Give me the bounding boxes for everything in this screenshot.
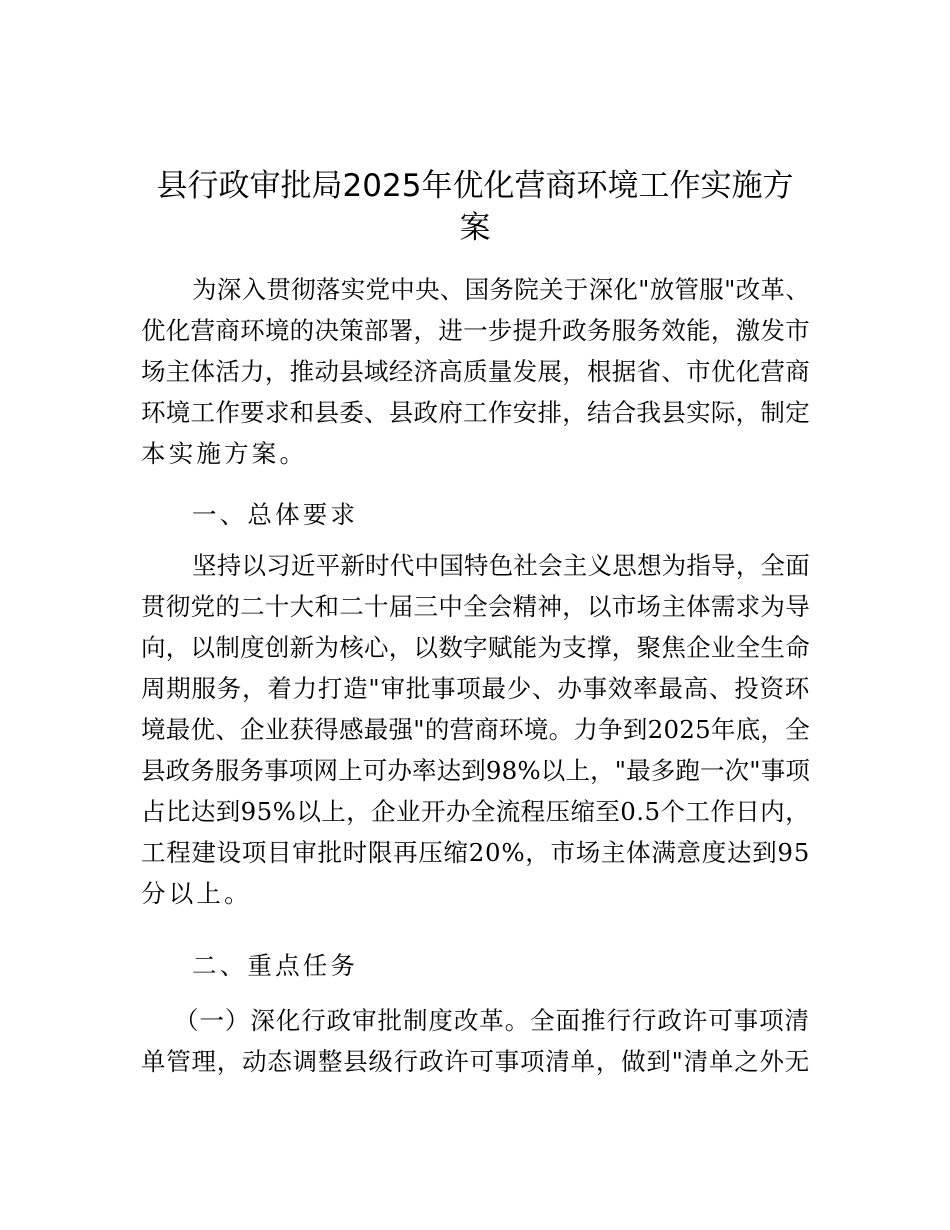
intro-line: 优化营商环境的决策部署，进一步提升政务服务效能，激发市 (141, 316, 810, 345)
intro-line: 为深入贯彻落实党中央、国务院关于深化"放管服"改革、 (192, 275, 810, 304)
section-heading: 一、总体要求 (192, 500, 359, 529)
body-line: 境最优、企业获得感最强"的营商环境。力争到2025年底，全 (141, 715, 810, 744)
title-line-1: 县行政审批局2025年优化营商环境工作实施方 (156, 168, 794, 204)
section-heading: 二、重点任务 (192, 951, 359, 980)
body-line: 向，以制度创新为核心，以数字赋能为支撑，聚焦企业全生命 (141, 633, 810, 662)
body-line: 分以上。 (141, 879, 252, 908)
document-title (130, 165, 820, 249)
body-line: 贯彻党的二十大和二十届三中全会精神，以市场主体需求为导 (141, 592, 810, 621)
body-line: 单管理，动态调整县级行政许可事项清单，做到"清单之外无 (141, 1047, 810, 1076)
title-line-2: 案 (459, 210, 491, 246)
body-line: 坚持以习近平新时代中国特色社会主义思想为指导，全面 (192, 551, 810, 580)
body-line: 县政务服务事项网上可办率达到98%以上，"最多跑一次"事项 (141, 756, 810, 785)
body-line: 工程建设项目审批时限再压缩20%，市场主体满意度达到95 (141, 838, 810, 867)
body-line: 周期服务，着力打造"审批事项最少、办事效率最高、投资环 (141, 674, 810, 703)
intro-line: 本实施方案。 (141, 439, 308, 468)
body-line: 占比达到95%以上，企业开办全流程压缩至0.5个工作日内， (141, 797, 810, 826)
body-line: （一）深化行政审批制度改革。全面推行行政许可事项清 (174, 1006, 810, 1035)
intro-line: 环境工作要求和县委、县政府工作安排，结合我县实际，制定 (141, 398, 810, 427)
intro-line: 场主体活力，推动县域经济高质量发展，根据省、市优化营商 (141, 357, 810, 386)
